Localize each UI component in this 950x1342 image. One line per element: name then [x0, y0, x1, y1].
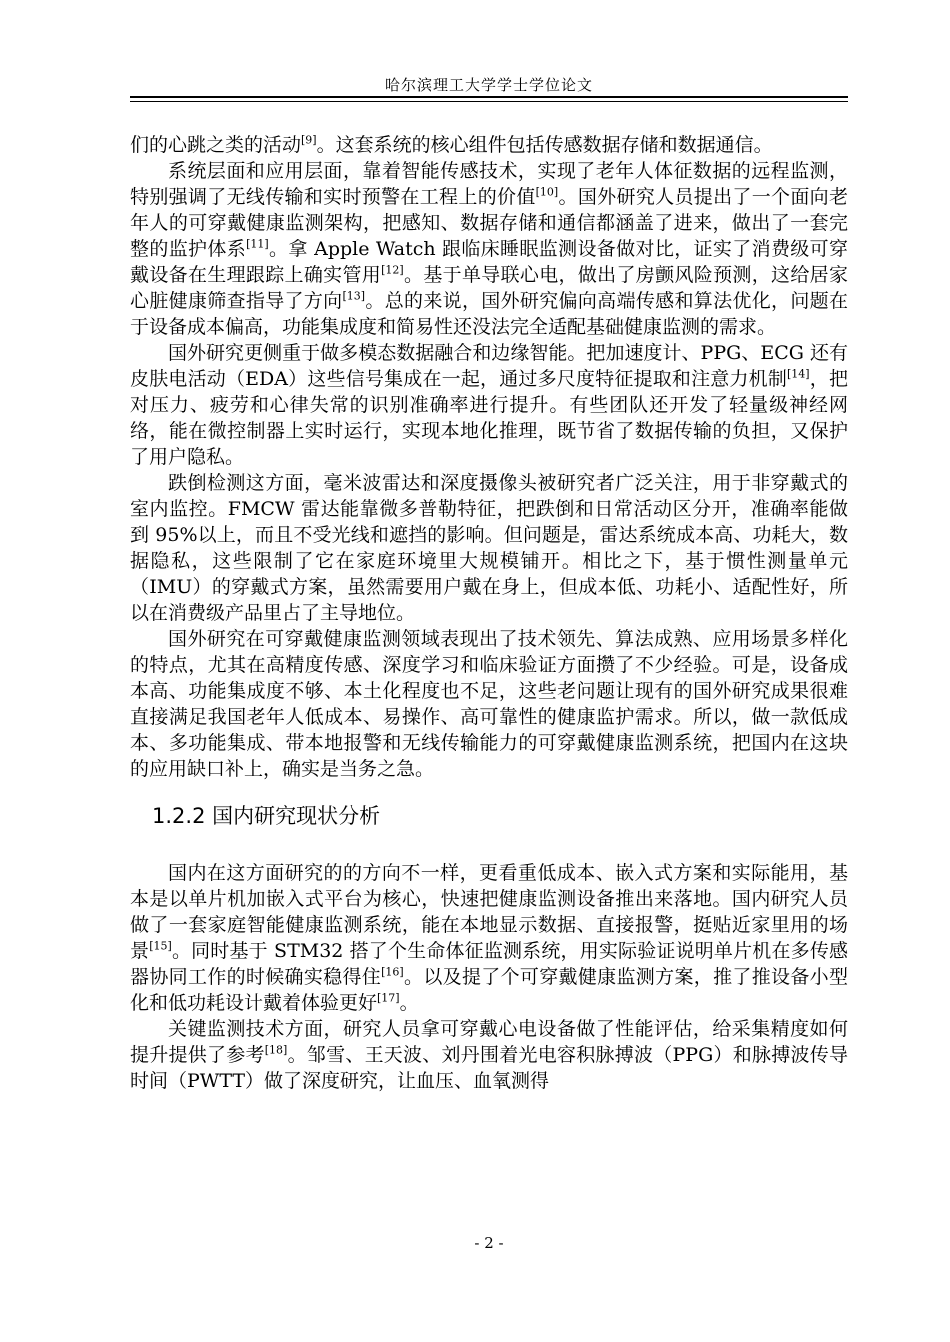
text-run: 国外研究在可穿戴健康监测领域表现出了技术领先、算法成熟、应用场景多样化的特点，尤其在高精度传感、深度学习和临床验证方面攒了不少经验。可是，设备成本高、功能集成度不够、本土化程度也不足，这些老问题让现有的国外研究成果很难直接满足我国老年人低成本、易操作、高可靠性的健康监护需求。所以，做一款低成本、多功能集成、带本地报警和无线传输能力的可穿戴健康监测系统，把国内在这块的应用缺口补上，确实是当务之急。: [130, 628, 848, 780]
text-run: 。总的来说，国外研究偏向高端传感和算法优化，问题在于设备成本偏高，功能集成度和简易性还没法完全适配基础健康监测的需求。: [130, 290, 848, 338]
citation-ref: [17]: [377, 991, 400, 1005]
text-run: 系统层面和应用层面，靠着智能传感技术，实现了老年人体征数据的远程监测，特别强调了无线传输和实时预警在工程上的价值: [130, 160, 848, 208]
paragraph-group-foreign: [130, 132, 848, 782]
text-run: 。邹雪、王天波、刘丹围着光电容积脉搏波（PPG）和脉搏波传导时间（PWTT）做了深度研究，让血压、血氧测得: [130, 1044, 848, 1092]
text-run: 跌倒检测这方面，毫米波雷达和深度摄像头被研究者广泛关注，用于非穿戴式的室内监控。FMCW 雷达能靠微多普勒特征，把跌倒和日常活动区分开，准确率能做到 95%以上，而且不受光线和遮挡的影响。但问题是，雷达系统成本高、功耗大，数据隐私，这些限制了它在家庭环境里大规模铺开。相比之下，基于惯性测量单元（IMU）的穿戴式方案，虽然需要用户戴在身上，但成本低、功耗小、适配性好，所以在消费级产品里占了主导地位。: [130, 472, 848, 624]
body-paragraph: [130, 1016, 848, 1094]
text-run: 。以及提了个可穿戴健康监测方案，推了推设备小型化和低功耗设计戴着体验更好: [130, 966, 848, 1014]
citation-ref: [9]: [301, 133, 317, 147]
text-run: 国内在这方面研究的的方向不一样，更看重低成本、嵌入式方案和实际能用，基本是以单片机加嵌入式平台为核心，快速把健康监测设备推出来落地。国内研究人员做了一套家庭智能健康监测系统，能在本地显示数据、直接报警，挺贴近家里用的场景: [130, 862, 848, 962]
text-run: 。: [399, 992, 419, 1014]
header-rule-thick: [130, 96, 848, 98]
body-paragraph: [130, 340, 848, 470]
body-paragraph: [130, 132, 848, 158]
citation-ref: [12]: [381, 263, 404, 277]
body-paragraph: [130, 470, 848, 626]
text-run: 国外研究更侧重于做多模态数据融合和边缘智能。把加速度计、PPG、ECG 还有皮肤电活动（EDA）这些信号集成在一起，通过多尺度特征提取和注意力机制: [130, 342, 848, 390]
text-run: 。国外研究人员提出了一个面向老年人的可穿戴健康监测架构，把感知、数据存储和通信都涵盖了进来，做出了一套完整的监护体系: [130, 186, 848, 260]
page-body: [130, 132, 848, 1094]
text-run: ，把对压力、疲劳和心律失常的识别准确率进行提升。有些团队还开发了轻量级神经网络，能在微控制器上实时运行，实现本地化推理，既节省了数据传输的负担，又保护了用户隐私。: [130, 368, 848, 468]
citation-ref: [14]: [787, 367, 810, 381]
section-heading: 1.2.2 国内研究现状分析: [152, 804, 381, 828]
text-run: 关键监测技术方面，研究人员拿可穿戴心电设备做了性能评估，给采集精度如何提升提供了参考: [130, 1018, 848, 1066]
text-run: 。拿 Apple Watch 跟临床睡眠监测设备做对比，证实了消费级可穿戴设备在生理跟踪上确实管用: [130, 238, 848, 286]
text-run: 。基于单导联心电，做出了房颤风险预测，这给居家心脏健康筛查指导了方向: [130, 264, 848, 312]
citation-ref: [10]: [535, 185, 559, 199]
citation-ref: [11]: [246, 237, 269, 251]
citation-ref: [16]: [381, 965, 404, 979]
text-run: 们的心跳之类的活动: [130, 134, 302, 156]
citation-ref: [13]: [342, 289, 366, 303]
header-rule-thin: [130, 101, 848, 102]
body-paragraph: [130, 860, 848, 1016]
paragraph-group-domestic: [130, 860, 848, 1094]
body-paragraph: [130, 626, 848, 782]
citation-ref: [15]: [149, 939, 172, 953]
text-run: 。这套系统的核心组件包括传感数据存储和数据通信。: [316, 134, 773, 156]
page-number: - 2 -: [474, 1234, 504, 1252]
text-run: 。同时基于 STM32 搭了个生命体征监测系统，用实际验证说明单片机在多传感器协同工作的时候确实稳得住: [130, 940, 848, 988]
running-header: 哈尔滨理工大学学士学位论文: [384, 76, 593, 94]
citation-ref: [18]: [264, 1043, 288, 1057]
body-paragraph: [130, 158, 848, 340]
